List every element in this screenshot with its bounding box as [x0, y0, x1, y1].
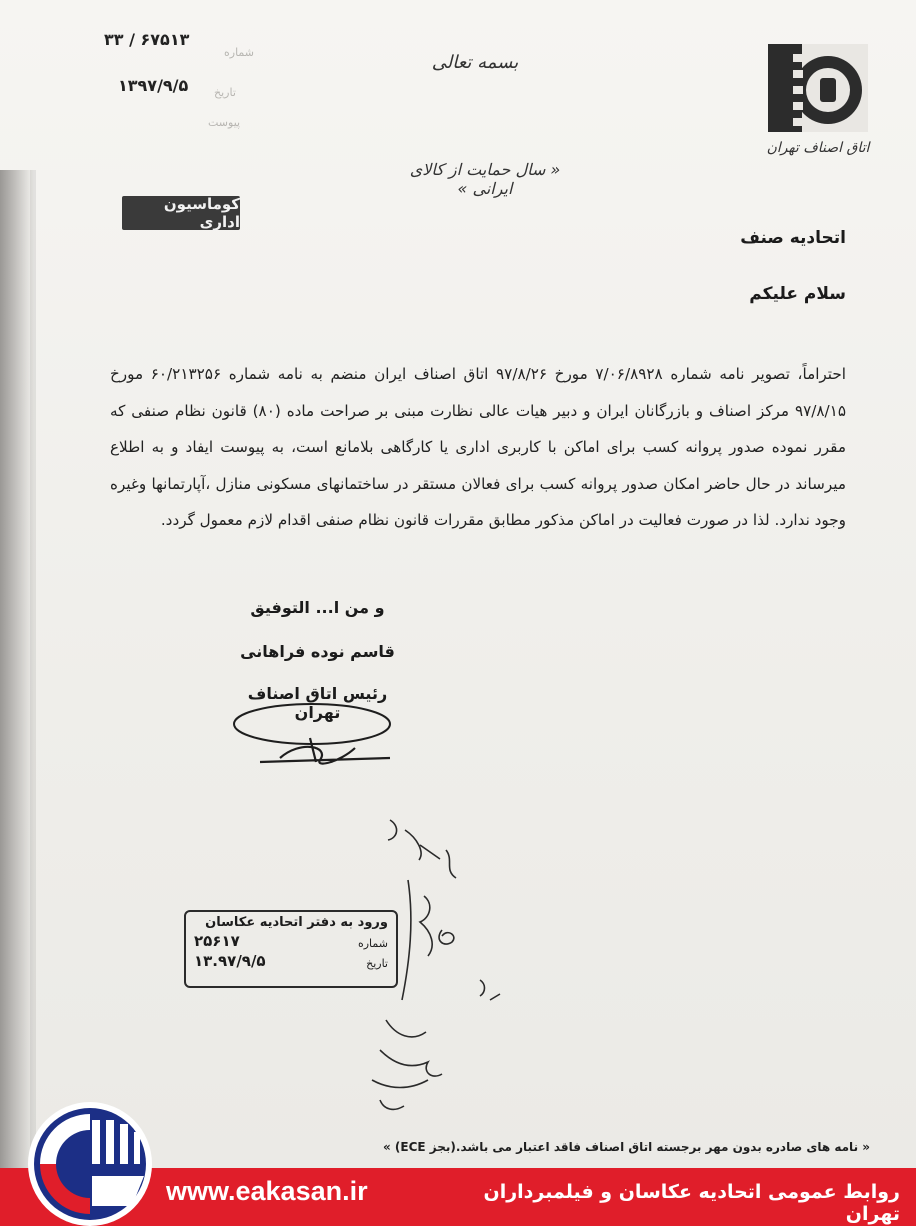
- tehran-guilds-chamber-logo: [766, 40, 870, 136]
- page-edge-shadow: [0, 170, 34, 1168]
- bismillah: بسمه تعالی: [431, 52, 519, 73]
- logo-caption: اتاق اصناف تهران: [766, 140, 870, 156]
- receipt-stamp: [184, 910, 398, 988]
- attachment-label: پیوست: [208, 116, 241, 129]
- banner-title: روابط عمومی اتحادیه عکاسان و فیلمبرداران تهران: [483, 1181, 900, 1225]
- receipt-number-row: [194, 932, 388, 950]
- addressee: اتحادیه صنف: [740, 228, 846, 248]
- receipt-title: ورود به دفتر اتحادیه عکاسان: [205, 915, 388, 930]
- signatory-name: قاسم نوده فراهانی: [240, 642, 395, 661]
- receipt-date-label: تاریخ: [366, 957, 388, 970]
- date-label: تاریخ: [214, 86, 236, 99]
- photographers-union-logo: [20, 1094, 166, 1226]
- letter-body: احتراماً، تصویر نامه شماره ۷/۰۶/۸۹۲۸ مورخ ۹۷/۸/۲۶ اتاق اصناف ایران منضم به نامه شماره ۶۰/۲۱۳۲۵۶ مورخ ۹۷/۸/۱۵ مرکز اصناف و بازرگانان ایران و دبیر هیات عالی نظارت مبنی بر صراحت ماده (۸۰) قانون نظام صنفی که مقرر نموده صدور پروانه کسب برای اماکن با کاربری اداری یا کارگاهی بلامانع است، به پیوست ایفاد و به اطلاع میرساند در حال حاضر امکان صدور پروانه کسب برای فعالان مستقر در ساختمانهای مسکونی منازل ،آپارتمانها وغیره وجود ندارد. لذا در صورت فعالیت در اماکن مذکور مطابق مقررات قانون نظام صنفی اقدام لازم معمول گردد.: [110, 365, 846, 529]
- signatory-title: رئیس اتاق اصناف تهران: [247, 684, 388, 722]
- website-link[interactable]: www.eakasan.ir: [166, 1176, 368, 1206]
- closing-phrase: و من ا... التوفیق: [250, 598, 385, 617]
- handwritten-signature: [220, 700, 420, 780]
- commission-stamp: کوماسیون اداری: [122, 196, 240, 230]
- letter-number: ۳۳ / ۶۷۵۱۳: [104, 30, 190, 49]
- receipt-date-value: ۱۳.۹۷/۹/۵: [194, 952, 266, 970]
- receipt-number-label: شماره: [357, 937, 388, 950]
- receipt-number-value: ۲۵۶۱۷: [194, 932, 240, 950]
- greeting: سلام علیکم: [749, 284, 846, 304]
- letter-date: ۱۳۹۷/۹/۵: [118, 76, 189, 95]
- year-slogan: « سال حمایت از کالای ایرانی »: [409, 160, 561, 198]
- number-label: شماره: [224, 46, 255, 59]
- footer-disclaimer: « نامه های صادره بدون مهر برجسته اتاق اصناف فاقد اعتبار می باشد.(بجز ECE) »: [383, 1140, 870, 1154]
- page-fold: [30, 170, 36, 1168]
- receipt-date-row: [194, 952, 388, 970]
